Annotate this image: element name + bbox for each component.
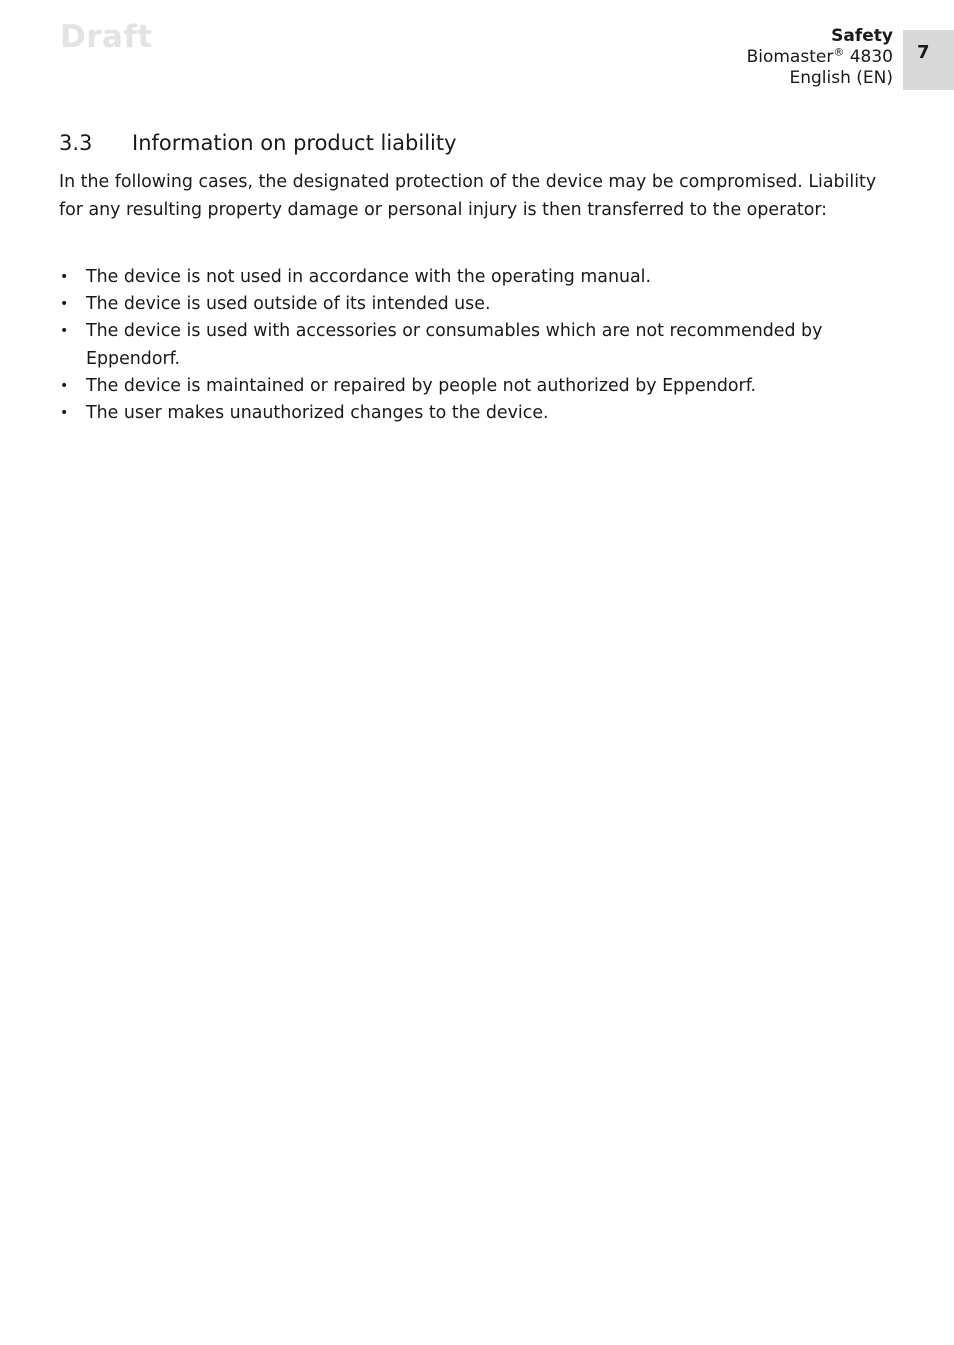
section-title: Information on product liability [132, 131, 457, 155]
list-item [59, 318, 899, 372]
bullet-icon: • [60, 269, 69, 285]
draft-watermark: Draft [60, 19, 153, 55]
section-heading [59, 130, 457, 156]
list-item-text: The device is used outside of its intended use. [86, 294, 491, 315]
liability-cases-list [59, 264, 899, 427]
list-item-text: The device is maintained or repaired by people not authorized by Eppendorf. [86, 375, 757, 396]
page-number: 7 [917, 42, 930, 63]
list-item [59, 264, 899, 291]
registered-mark: ® [833, 45, 845, 59]
list-item [59, 373, 899, 400]
product-model: 4830 [844, 47, 893, 67]
bullet-icon: • [60, 296, 69, 313]
page-number-tab [903, 30, 954, 90]
header-language: English (EN) [789, 68, 893, 88]
list-item-text: The user makes unauthorized changes to the device. [86, 403, 549, 424]
bullet-icon: • [60, 405, 69, 422]
header-product-name [747, 47, 893, 68]
intro-paragraph: In the following cases, the designated protection of the device may be compromised. Liability for any resulting property damage or personal injury is then transferred to the operator: [59, 172, 877, 220]
header-section-title: Safety [831, 26, 893, 46]
section-number: 3.3 [59, 131, 93, 155]
list-item-text: The device is not used in accordance with the operating manual. [86, 267, 652, 287]
list-item-text: The device is used with accessories or consumables which are not recommended by Eppendorf. [86, 321, 823, 369]
running-header [747, 26, 893, 89]
bullet-icon: • [60, 377, 69, 394]
bullet-icon: • [60, 323, 69, 340]
product-name: Biomaster [746, 47, 834, 67]
list-item [59, 400, 899, 427]
list-item [59, 291, 899, 318]
